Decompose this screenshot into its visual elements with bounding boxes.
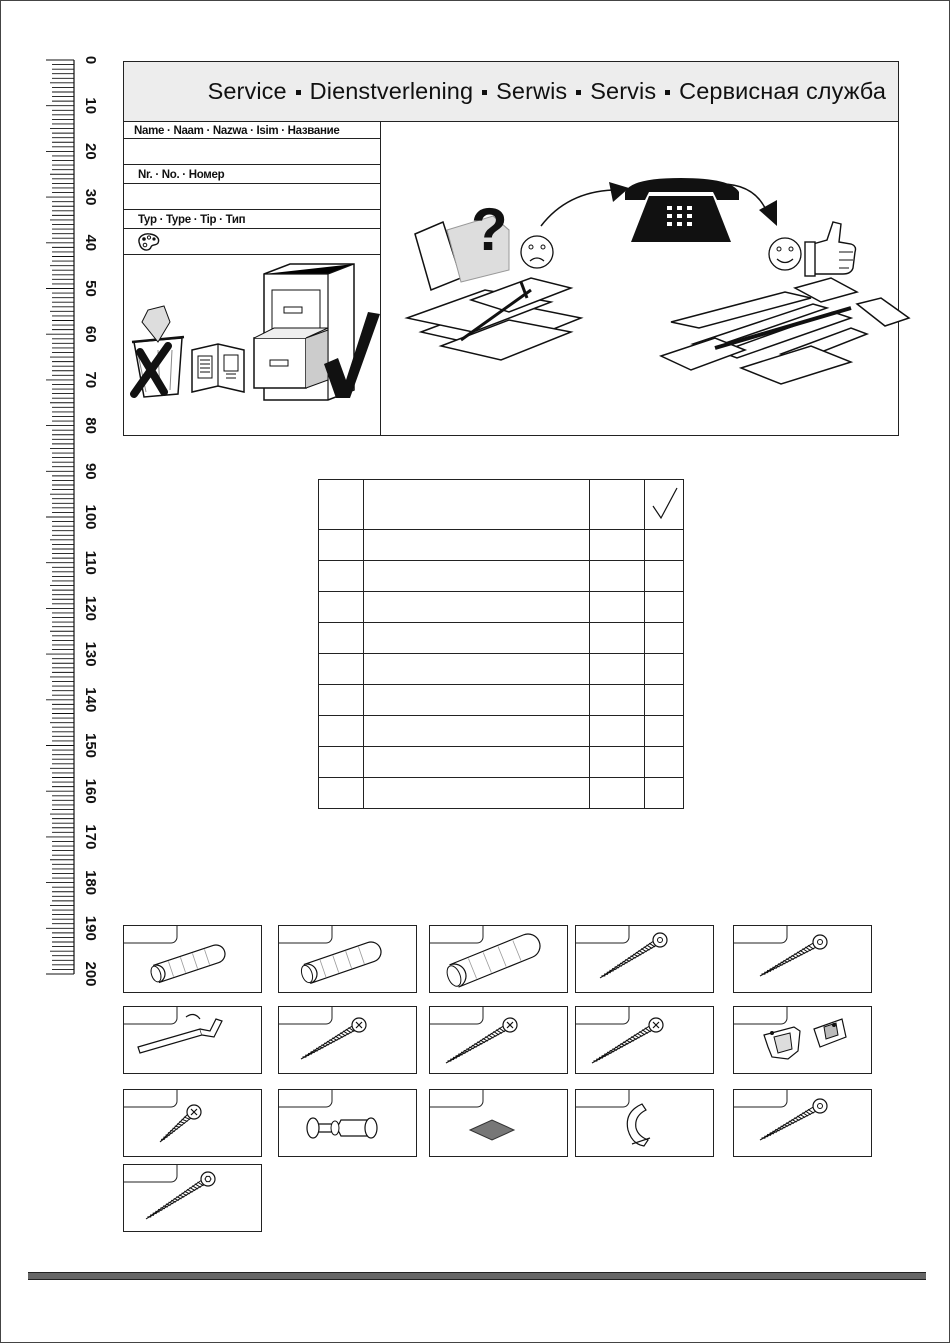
happy-face-icon	[769, 238, 801, 270]
row-number-cell	[319, 623, 364, 654]
table-row	[319, 623, 684, 654]
row-number-cell	[319, 592, 364, 623]
ruler-label: 150	[82, 732, 99, 759]
service-process-illustration	[381, 122, 897, 435]
row-description-cell	[364, 654, 590, 685]
table-row	[319, 592, 684, 623]
service-header	[124, 62, 898, 122]
large-dowel-icon	[430, 926, 567, 992]
row-quantity-cell	[590, 716, 645, 747]
customer-info-panel	[124, 122, 381, 435]
measuring-ruler	[38, 52, 108, 987]
ruler-label: 170	[82, 824, 99, 850]
row-quantity-cell	[590, 530, 645, 561]
row-quantity-cell	[590, 778, 645, 809]
ruler-label: 140	[82, 687, 99, 713]
ruler-label: 110	[82, 550, 99, 575]
keep-instructions-illustration	[124, 262, 380, 434]
ruler-label: 90	[82, 462, 99, 480]
title-servis: Servis	[590, 78, 657, 104]
title-dienstverlening: Dienstverlening	[309, 78, 474, 104]
col-description-header	[364, 480, 590, 530]
row-check-cell[interactable]	[645, 623, 684, 654]
ruler-label: 130	[82, 641, 99, 667]
row-number-cell	[319, 747, 364, 778]
row-number-cell	[319, 716, 364, 747]
service-title	[208, 78, 886, 105]
ruler-label: 180	[82, 870, 99, 896]
hardware-item	[123, 1089, 262, 1157]
row-check-cell[interactable]	[645, 747, 684, 778]
ruler-label: 0	[82, 55, 99, 65]
question-mark-icon: ?	[471, 196, 508, 263]
table-row	[319, 561, 684, 592]
service-panel	[123, 61, 899, 436]
ruler-label: 100	[82, 504, 99, 530]
type-label: Typ · Type · Tip · Тип	[138, 214, 246, 226]
hardware-item	[429, 925, 568, 993]
bracket-clip-icon	[734, 1007, 871, 1073]
ruler-label: 190	[82, 915, 99, 941]
table-row	[319, 716, 684, 747]
row-check-cell[interactable]	[645, 592, 684, 623]
row-quantity-cell	[590, 654, 645, 685]
table-row	[319, 747, 684, 778]
row-check-cell[interactable]	[645, 561, 684, 592]
row-description-cell	[364, 747, 590, 778]
hardware-item	[733, 1089, 872, 1157]
row-check-cell[interactable]	[645, 530, 684, 561]
page-footer-bar	[28, 1272, 926, 1280]
hardware-item	[733, 925, 872, 993]
row-description-cell	[364, 530, 590, 561]
row-quantity-cell	[590, 685, 645, 716]
manual-book-icon	[192, 344, 244, 392]
ruler-label: 60	[82, 325, 99, 343]
number-field[interactable]	[124, 184, 380, 209]
hardware-item	[429, 1089, 568, 1157]
ruler-label: 200	[82, 961, 99, 987]
hardware-item	[429, 1006, 568, 1074]
number-label: Nr. · No. · Номер	[138, 169, 225, 181]
phillips-screw-long-icon	[430, 1007, 567, 1073]
felt-pad-icon	[430, 1090, 567, 1156]
confirmat-screw-icon	[734, 926, 871, 992]
row-number-cell	[319, 685, 364, 716]
trash-crossed-icon	[132, 306, 184, 397]
title-serwis: Serwis	[496, 78, 568, 104]
phillips-screw-long-icon	[576, 1007, 713, 1073]
long-screw-icon	[576, 926, 713, 992]
row-number-cell	[319, 654, 364, 685]
row-check-cell[interactable]	[645, 716, 684, 747]
col-check-header	[645, 480, 684, 530]
hardware-item	[733, 1006, 872, 1074]
ruler-label: 30	[82, 188, 99, 206]
new-panels-icon	[661, 278, 909, 384]
title-russian: Сервисная служба	[679, 78, 886, 104]
row-description-cell	[364, 592, 590, 623]
hardware-item	[575, 1089, 714, 1157]
row-quantity-cell	[590, 561, 645, 592]
curved-clip-icon	[576, 1090, 713, 1156]
confirmat-screw-icon	[734, 1090, 871, 1156]
ruler-label: 40	[82, 234, 99, 252]
table-row	[319, 654, 684, 685]
connector-bolt-icon	[279, 1090, 416, 1156]
ruler-label: 120	[82, 595, 99, 621]
table-header-row	[319, 480, 684, 530]
table-row	[319, 530, 684, 561]
row-description-cell	[364, 561, 590, 592]
row-check-cell[interactable]	[645, 654, 684, 685]
hardware-item	[575, 1006, 714, 1074]
row-quantity-cell	[590, 623, 645, 654]
hardware-item	[123, 1006, 262, 1074]
ruler-label: 160	[82, 778, 99, 804]
row-quantity-cell	[590, 747, 645, 778]
row-description-cell	[364, 685, 590, 716]
row-check-cell[interactable]	[645, 778, 684, 809]
ruler-label: 50	[82, 280, 99, 297]
palette-icon	[136, 232, 162, 252]
thumbs-up-icon	[805, 222, 856, 276]
hardware-item	[575, 925, 714, 993]
ruler-label: 20	[82, 143, 99, 160]
parts-checklist-table	[318, 479, 684, 809]
row-number-cell	[319, 561, 364, 592]
hardware-item	[278, 925, 417, 993]
ruler-label: 70	[82, 371, 99, 389]
row-check-cell[interactable]	[645, 685, 684, 716]
hardware-item	[278, 1006, 417, 1074]
check-header-icon	[645, 480, 683, 524]
col-quantity-header	[590, 480, 645, 530]
name-label: Name · Naam · Nazwa · Isim · Название	[134, 125, 340, 137]
hardware-item	[278, 1089, 417, 1157]
col-number-header	[319, 480, 364, 530]
row-description-cell	[364, 716, 590, 747]
row-description-cell	[364, 623, 590, 654]
ruler-label: 80	[82, 417, 99, 434]
short-dowel-icon	[124, 926, 261, 992]
title-service: Service	[207, 78, 287, 104]
short-phillips-screw-icon	[124, 1090, 261, 1156]
table-row	[319, 685, 684, 716]
row-description-cell	[364, 778, 590, 809]
table-row	[319, 778, 684, 809]
hex-key-icon	[124, 1007, 261, 1073]
row-number-cell	[319, 778, 364, 809]
row-number-cell	[319, 530, 364, 561]
row-quantity-cell	[590, 592, 645, 623]
allen-bolt-icon	[124, 1165, 261, 1231]
telephone-icon	[625, 178, 739, 242]
hardware-item	[123, 925, 262, 993]
dowel-icon	[279, 926, 416, 992]
hardware-item	[123, 1164, 262, 1232]
name-field[interactable]	[124, 139, 380, 164]
sad-face-icon	[521, 236, 553, 268]
ruler-label: 10	[82, 97, 99, 115]
phillips-screw-icon	[279, 1007, 416, 1073]
